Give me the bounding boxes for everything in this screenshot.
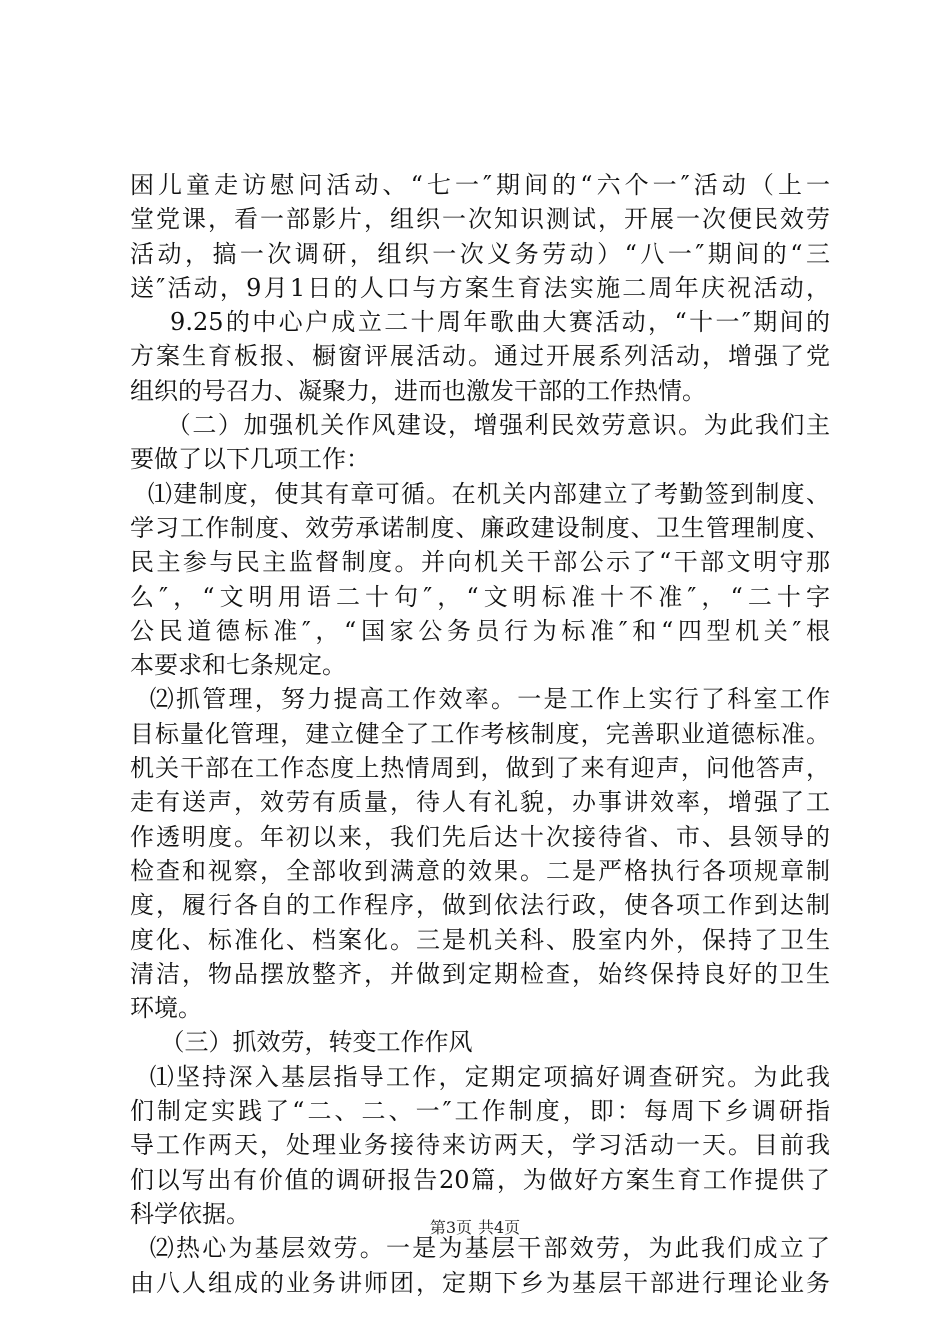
page-number: 第3页 [429, 1218, 472, 1237]
text-line: ⑵热心为基层效劳。一是为基层干部效劳，为此我们成立了 [130, 1234, 830, 1263]
text-line: ⑴坚持深入基层指导工作，定期定项搞好调查研究。为此我 [130, 1062, 830, 1091]
text-line: 检查和视察，全部收到满意的效果。二是严格执行各项规章制 [130, 856, 830, 885]
text-line: 度化、标准化、档案化。三是机关科、股室内外，保持了卫生 [130, 925, 830, 954]
text-line: 环境。 [130, 994, 202, 1023]
text-line: 学习工作制度、效劳承诺制度、廉政建设制度、卫生管理制度、 [130, 513, 830, 542]
text-line: 9.25的中心户成立二十周年歌曲大赛活动，“十一″期间的 [130, 308, 830, 337]
text-line: 本要求和七条规定。 [130, 651, 346, 680]
text-line: 目标量化管理，建立健全了工作考核制度，完善职业道德标准。 [130, 719, 830, 748]
text-line: 民主参与民主监督制度。并向机关干部公示了“干部文明守那 [130, 548, 830, 577]
text-line: 方案生育板报、橱窗评展活动。通过开展系列活动，增强了党 [130, 342, 830, 371]
text-line: 么″，“文明用语二十句″，“文明标准十不准″，“二十字 [130, 582, 830, 611]
page-footer [0, 1218, 950, 1238]
document-body [130, 168, 830, 1300]
text-line: 公民道德标准″，“国家公务员行为标准″和“四型机关″根 [130, 616, 830, 645]
text-line: 导工作两天，处理业务接待来访两天，学习活动一天。目前我 [130, 1131, 830, 1160]
text-line: 度，履行各自的工作程序，做到依法行政，使各项工作到达制 [130, 891, 830, 920]
text-line: 由八人组成的业务讲师团，定期下乡为基层干部进行理论业务 [130, 1268, 830, 1297]
text-line: 活动，搞一次调研，组织一次义务劳动）“八一″期间的“三 [130, 239, 830, 268]
text-line: 要做了以下几项工作： [130, 445, 370, 474]
text-line: 清洁，物品摆放整齐，并做到定期检查，始终保持良好的卫生 [130, 959, 830, 988]
text-line: （三）抓效劳，转变工作作风 [130, 1028, 473, 1057]
text-line: 们制定实践了“二、二、一″工作制度，即：每周下乡调研指 [130, 1097, 830, 1126]
text-line: ⑵抓管理，努力提高工作效率。一是工作上实行了科室工作 [130, 685, 830, 714]
page-total: 共4页 [478, 1218, 521, 1237]
text-line: 送″活动，9月1日的人口与方案生育法实施二周年庆祝活动， [130, 273, 830, 302]
text-line: 组织的号召力、凝聚力，进而也激发干部的工作热情。 [130, 376, 706, 405]
text-line: （二）加强机关作风建设，增强利民效劳意识。为此我们主 [130, 411, 830, 440]
text-line: 堂党课，看一部影片，组织一次知识测试，开展一次便民效劳 [130, 205, 830, 234]
text-line: 走有送声，效劳有质量，待人有礼貌，办事讲效率，增强了工 [130, 788, 830, 817]
text-line: 科学依据。 [130, 1199, 250, 1228]
text-line: 机关干部在工作态度上热情周到，做到了来有迎声，问他答声， [130, 754, 830, 783]
text-line: ⑴建制度，使其有章可循。在机关内部建立了考勤签到制度、 [130, 479, 830, 508]
text-line: 们以写出有价值的调研报告20篇，为做好方案生育工作提供了 [130, 1165, 830, 1194]
text-line: 困儿童走访慰问活动、“七一″期间的“六个一″活动（上一 [130, 171, 830, 199]
text-line: 作透明度。年初以来，我们先后达十次接待省、市、县领导的 [130, 822, 830, 851]
